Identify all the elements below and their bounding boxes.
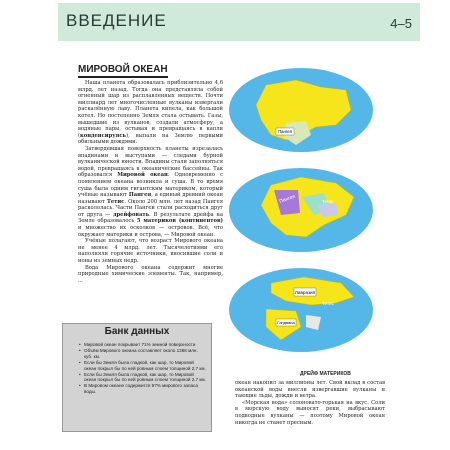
map3-gondwana: Гондвана <box>277 320 295 326</box>
map-laurasia <box>229 268 373 352</box>
data-bank-item: • Если бы Земля была гладкой, как шар, то Мировой океан покрыл бы по ней ровным слоем толщиной 2,7 км. <box>79 360 207 372</box>
paragraph-1: Наша планета образовалась приблизительно 4,6 млрд. лет назад. Тогда она представляла собой огненный шар из расплавленных веществ. Почти миллиард лет многочисленные вулканы извергали раскалённую лаву. Планета кипела, как большой котел. Но постепенно Земля стала остывать. Газы, вышедшие из вулканов, создали атмосферу, а водяные пары, остывая и превращаясь в капли (конденсируясь), выпали на Землю первыми обильными дождями. <box>78 80 223 146</box>
paragraph-3: Учёные полагают, что возраст Мирового океана не менее 4 млрд. лет. Тысячелетиями его наполняли горячие источники, вносившие соли и ионы из земных недр. <box>78 238 223 265</box>
data-bank-item: • Мировой океан покрывает 71% земной поверхности <box>79 342 207 348</box>
continental-drift-maps <box>226 65 376 365</box>
right-paragraph-1: океан накопил за миллионы лет. Свой вклад в состав океанской воды внесли извергавшие вулканы и тающие льды, дожди и ветра. <box>235 380 385 400</box>
maps-caption: ДРЕЙФ МАТЕРИКОВ <box>300 371 351 377</box>
page-numbers: 4–5 <box>390 16 412 31</box>
right-text-column <box>235 380 385 426</box>
map-pangea-1 <box>229 68 373 152</box>
map3-tethys: Тетис <box>322 301 334 306</box>
header-title: ВВЕДЕНИЕ <box>66 11 167 30</box>
map2-tethys: Тетис <box>322 199 334 204</box>
right-paragraph-2: «Морская вода» солоновато-горькая на вкус. Соли в морскую воду выносят реки, выбрасывают подводные вулканы — поэтому Мировой океан никогда не станет пресным. <box>235 399 385 426</box>
page-header <box>58 3 420 41</box>
data-bank-box <box>62 323 212 432</box>
main-text-column <box>78 80 223 284</box>
data-bank-item: • Объём Мирового океана составляет около 1368 млн. куб. км. <box>79 348 207 360</box>
data-bank-item: • В Мировом океане содержится 97% мирового запаса воды. <box>79 383 207 395</box>
paragraph-2: Затвердевшая поверхность планеты изрезалась впадинами и выступами — следами бурной вулканической юности. Впадины стали заполняться водой, превращаясь в океанические бассейны. Так образовался Мировой океан. Одновременно с появлением океана возникла и суша. В то время суша была одним гигантским материком, который учёные называют Пангея, а единый древний океан называют Тетис. Около 200 млн. лет назад Пангея раскололась. Части Пангеи стали расходиться друг от друга — дрейфовать. В результате дрейфа на Земле образовалось 5 материков (континентов) и множество их осколков — островов. Всё, что окружает материки и острова, — Мировой океан. <box>78 145 224 238</box>
paragraph-4: Вода Мирового океана содержит многие природные химические элементы. Так, например, ... <box>78 264 223 284</box>
data-bank-list <box>79 342 207 395</box>
data-bank-title: Банк данных <box>104 326 170 337</box>
section-title: МИРОВОЙ ОКЕАН <box>78 64 168 78</box>
map-pangea-2 <box>229 168 373 252</box>
map2-caption: Пангея <box>278 193 297 205</box>
map3-caption: Лавразия <box>294 290 316 295</box>
data-bank-item: • Если бы Земля была гладкой, как шар, то Мировой океан покрыл бы по ней ровным слоем толщиной 2,7 км. <box>79 372 207 384</box>
map1-caption: Пангея <box>278 129 292 135</box>
